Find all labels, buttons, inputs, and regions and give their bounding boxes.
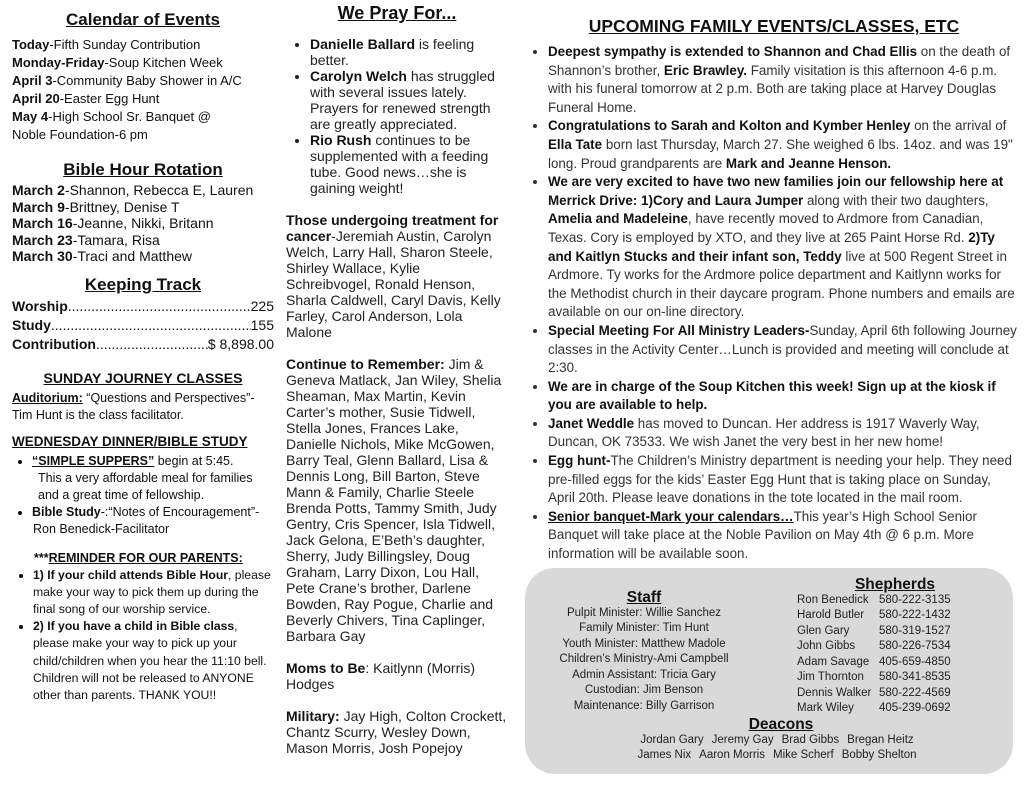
cancer-paragraph: Those undergoing treatment for cancer-Jeremiah Austin, Carolyn Welch, Larry Hall, Sharon Steele, Shirley Wallace, Kylie Schreibvogel, Ronald Henson, Sharla Caldwell, Caryl Davis, Kelly Farley, Carol Anderson, Lola Malone <box>286 212 501 340</box>
reminder-list <box>12 567 274 705</box>
deacon: Brad Gibbs <box>781 733 840 746</box>
shepherd-row: Dennis Walker 580-222-4569 <box>797 686 951 699</box>
sunday-journey-title: SUNDAY JOURNEY CLASSES <box>43 369 243 386</box>
upcoming-item: • Deepest sympathy is extended to Shannon and Chad Ellis on the death of Shannon’s brother, Eric Brawley. Family visitation is this afternoon 4-6 p.m. with his funeral tomorrow at 2 p.m. Both are taking place at Harvey Douglas Funeral Home. <box>548 43 1018 117</box>
rotation-item: March 9-Brittney, Denise T <box>12 198 180 215</box>
pray-list <box>286 36 508 196</box>
pray-item: • Danielle Ballard is feeling better. <box>310 36 508 68</box>
bible-study-item: • Bible Study-:“Notes of Encouragement”- <box>32 504 274 521</box>
sunday-journey-text: Auditorium: “Questions and Perspectives”- Tim Hunt is the class facilitator. <box>12 390 255 422</box>
rotation-item: March 23-Tamara, Risa <box>12 231 160 248</box>
study-row: Study ..... 155 <box>12 316 274 335</box>
staff-item: Youth Minister: Matthew Madole <box>562 637 726 650</box>
deacons-section <box>621 717 941 764</box>
deacon: Bobby Shelton <box>841 749 917 761</box>
calendar-item: April 20-Easter Egg Hunt <box>12 91 160 106</box>
staff-item: Admin Assistant: Tricia Gary <box>572 668 716 681</box>
upcoming-item: • Egg hunt-The Children’s Ministry department is needing your help. They need pre-filled eggs for the kids’ Easter Egg Hunt that is taking place on Sunday, April 20th. Please leave donations in the tote located in the mail room. <box>548 452 1018 508</box>
shepherd-row: Glen Gary 580-319-1527 <box>797 624 951 637</box>
bible-study-facilitator: Ron Benedick-Facilitator <box>33 521 170 536</box>
upcoming-item: • We are in charge of the Soup Kitchen this week! Sign up at the kiosk if you are available to help. <box>548 378 1018 415</box>
upcoming-item: • We are very excited to have two new families join our fellowship here at Merrick Drive: 1)Cory and Laura Jumper along with their two daughters, Amelia and Madeleine, have recently moved to Ardmore from Canadian, Texas. Cory is employed by XTO, and they live at 265 Paint Horse Rd. 2)Ty and Kaitlyn Stucks and their infant son, Teddy live at 500 Regent Street in Ardmore. Ty works for the Ardmore police department and Kaitlynn works for the Methodist church in their daycare program. Phone numbers and emails are available on our on-line directory. <box>548 173 1018 322</box>
rotation-item: March 30-Traci and Matthew <box>12 248 193 264</box>
worship-row: Worship ..... 225 <box>12 297 274 316</box>
calendar-item: April 3-Community Baby Shower in A/C <box>12 73 242 88</box>
shepherd-row: Ron Benedick 580-222-3135 <box>797 593 951 606</box>
pray-title: We Pray For... <box>337 3 457 23</box>
rotation-item: March 2-Shannon, Rebecca E, Lauren <box>12 182 254 198</box>
deacon: Jeremy Gay <box>711 733 774 746</box>
calendar-title: Calendar of Events <box>66 10 220 29</box>
remember-paragraph: Continue to Remember: Jim & Geneva Matlack, Jan Wiley, Shelia Sheaman, Max Martin, Kevin Carter’s mother, Susie Tidwell, Stella Jones, Frances Lake, Danielle Nichols, Mike McGowen, Barry Teal, Glenn Ballard, Lisa & Dennis Long, Bill Barton, Steve Mann & Family, Charlie Steele Brenda Potts, Tammy Smith, Judy Gentry, Cris Spencer, Isla Tidwell, Jack Gelona, E’Beth’s daughter, Sherry, Judy Billingsley, Doug Graham, Larry Dixon, Lou Hall, Pete Crane’s brother, Darlene Bowden, Ray Pogue, Charlie and Beverly Chivers, Tina Caplinger, Barbara Gay <box>286 356 502 644</box>
wednesday-title: WEDNESDAY DINNER/BIBLE STUDY <box>12 433 248 449</box>
bible-hour-list <box>12 182 274 265</box>
rotation-item: March 16-Jeanne, Nikki, Britann <box>12 215 214 231</box>
deacon: Bregan Heitz <box>847 733 914 746</box>
pray-item: • Carolyn Welch has struggled with several issues lately. Prayers for renewed strength are greatly appreciated. <box>310 68 508 132</box>
shepherd-row: Jim Thornton 580-341-8535 <box>797 671 951 683</box>
staff-item: Custodian: Jim Benson <box>584 684 704 696</box>
upcoming-item: • Senior banquet-Mark your calendars…This year’s High School Senior Banquet will take place at the Noble Pavilion on May 4th @ 6 p.m. More information will be available soon. <box>548 508 1018 564</box>
shepherds-title: Shepherds <box>854 576 936 593</box>
staff-title: Staff <box>626 589 662 606</box>
upcoming-item: • Janet Weddle has moved to Duncan. Her address is 1917 Waverly Way, Duncan, OK 73533. We wish Janet the very best in her new home! <box>548 415 1018 452</box>
deacon: Jordan Gary <box>640 733 704 746</box>
shepherd-row: John Gibbs 580-226-7534 <box>797 640 951 652</box>
upcoming-item: • Congratulations to Sarah and Kolton and Kymber Henley on the arrival of Ella Tate born last Thursday, March 27. She weighed 6 lbs. 14oz. and was 19" long. Proud grandparents are Mark and Jeanne Henson. <box>548 117 1018 173</box>
simple-suppers-item: • “SIMPLE SUPPERS” begin at 5:45. This a very affordable meal for families and a great time of fellowship. <box>32 453 274 504</box>
upcoming-list <box>530 43 1018 564</box>
deacons-row <box>621 748 941 764</box>
keeping-track-table <box>12 297 274 354</box>
deacon: Aaron Morris <box>699 749 765 761</box>
staff-item: Children’s Ministry-Ami Campbell <box>559 653 729 665</box>
upcoming-title: UPCOMING FAMILY EVENTS/CLASSES, ETC <box>588 16 960 36</box>
contribution-row: Contribution ..... $ 8,898.00 <box>12 335 274 354</box>
wednesday-list <box>12 453 274 521</box>
right-column <box>530 0 1018 564</box>
shepherd-row: Adam Savage 405-659-4850 <box>797 655 951 668</box>
shepherd-row: Mark Wiley 405-239-0692 <box>797 702 951 714</box>
deacon: James Nix <box>637 749 692 761</box>
staff-item: Pulpit Minister: Willie Sanchez <box>566 606 722 619</box>
staff-section <box>555 590 733 714</box>
shepherd-row: Harold Butler 580-222-1432 <box>797 609 951 621</box>
reminder-item: • 1) If your child attends Bible Hour, please make your way to pick them up during the final song of our worship service. <box>33 567 274 619</box>
staff-item: Maintenance: Billy Garrison <box>573 699 715 712</box>
moms-to-be-paragraph: Moms to Be: Kaitlynn (Morris) Hodges <box>286 660 476 692</box>
reminder-item: • 2) If you have a child in Bible class, please make your way to pick up your child/children when you hear the 11:10 bell. Children will not be released to ANYONE other than parents. THANK YOU!! <box>33 618 274 704</box>
military-paragraph: Military: Jay High, Colton Crockett, Chantz Scurry, Wesley Down, Mason Morris, Josh Popejoy <box>286 708 507 756</box>
shepherds-section <box>797 577 993 717</box>
pray-item: • Rio Rush continues to be supplemented with a feeding tube. Good news…she is gaining weight! <box>310 132 508 196</box>
calendar-item: Today-Fifth Sunday Contribution <box>12 37 201 52</box>
calendar-item: Noble Foundation-6 pm <box>12 127 148 142</box>
staff-box <box>525 568 1013 774</box>
calendar-item: Monday-Friday-Soup Kitchen Week <box>12 55 223 70</box>
deacons-row <box>621 733 941 749</box>
deacons-title: Deacons <box>748 716 814 733</box>
reminder-title: ***REMINDER FOR OUR PARENTS: <box>34 550 243 565</box>
calendar-item: May 4-High School Sr. Banquet @ <box>12 109 211 124</box>
staff-item: Family Minister: Tim Hunt <box>579 622 709 634</box>
keeping-track-title: Keeping Track <box>84 274 202 294</box>
calendar-list <box>12 36 274 144</box>
middle-column <box>286 0 508 756</box>
bible-hour-title: Bible Hour Rotation <box>63 160 223 179</box>
left-column <box>12 0 274 704</box>
upcoming-item: • Special Meeting For All Ministry Leaders-Sunday, April 6th following Journey classes in the Activity Center…Lunch is provided and meeting will conclude at 2:30. <box>548 322 1018 378</box>
deacon: Mike Scherf <box>772 749 834 761</box>
